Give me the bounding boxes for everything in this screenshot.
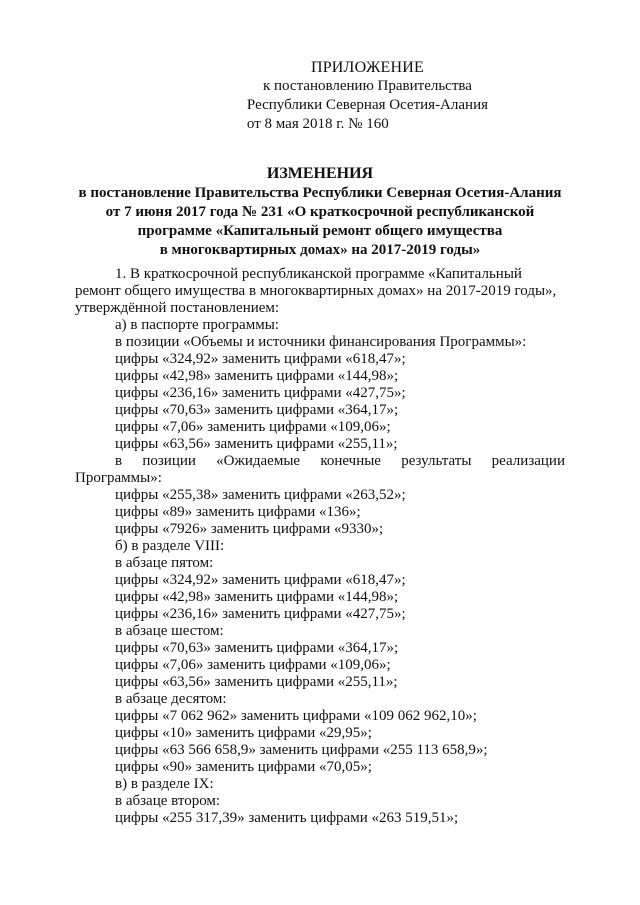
body-line: 1. В краткосрочной республиканской программе «Капитальный [115, 266, 522, 282]
list-item: цифры «70,63» заменить цифрами «364,17»; [115, 640, 399, 656]
word: конечные [320, 453, 381, 469]
title-line: в многоквартирных домах» на 2017-2019 годы» [159, 242, 481, 258]
list-item: цифры «324,92» заменить цифрами «618,47»; [115, 572, 406, 588]
title-line: программе «Капитальный ремонт общего имущества [137, 223, 503, 239]
section-c: в) в разделе IX: [115, 776, 214, 792]
list-item: цифры «255 317,39» заменить цифрами «263 519,51»; [115, 810, 459, 826]
document-body [75, 266, 565, 827]
justified-line [75, 453, 565, 470]
word: результаты [401, 453, 472, 469]
list-item: цифры «42,98» заменить цифрами «144,98»; [115, 589, 399, 605]
title-line: в постановление Правительства Республики Северная Осетия-Алания [78, 185, 562, 201]
list-item: цифры «7,06» заменить цифрами «109,06»; [115, 657, 391, 673]
list-item: цифры «7926» заменить цифрами «9330»; [115, 521, 384, 537]
section-a: а) в паспорте программы: [115, 317, 279, 333]
appendix-label: ПРИЛОЖЕНИЕ [310, 59, 424, 76]
body-line: в абзаце шестом: [115, 623, 224, 639]
word: «Ожидаемые [216, 453, 301, 469]
appendix-header [247, 58, 488, 134]
list-item: цифры «324,92» заменить цифрами «618,47»; [115, 351, 406, 367]
list-item: цифры «236,16» заменить цифрами «427,75»; [115, 606, 406, 622]
body-line: в абзаце втором: [115, 793, 221, 809]
list-item: цифры «89» заменить цифрами «136»; [115, 504, 361, 520]
body-line: в позиции «Объемы и источники финансирования Программы»: [115, 334, 527, 350]
list-item: цифры «63,56» заменить цифрами «255,11»; [115, 674, 398, 690]
list-item: цифры «7,06» заменить цифрами «109,06»; [115, 419, 391, 435]
body-line: ремонт общего имущества в многоквартирных домах» на 2017-2019 годы», [75, 283, 557, 299]
list-item: цифры «7 062 962» заменить цифрами «109 062 962,10»; [115, 708, 477, 724]
appendix-date: от 8 мая 2018 г. № 160 [246, 116, 389, 132]
body-line: Программы»: [75, 470, 162, 486]
body-line: в абзаце пятом: [115, 555, 214, 571]
title-line: от 7 июня 2017 года № 231 «О краткосрочной республиканской [105, 204, 535, 220]
word: в [115, 453, 123, 469]
body-line: в абзаце десятом: [115, 691, 227, 707]
list-item: цифры «63,56» заменить цифрами «255,11»; [115, 436, 398, 452]
appendix-line-2: к постановлению Правительства [262, 78, 472, 94]
document-title [60, 164, 580, 260]
section-b: б) в разделе VIII: [115, 538, 225, 554]
list-item: цифры «236,16» заменить цифрами «427,75»; [115, 385, 406, 401]
list-item: цифры «255,38» заменить цифрами «263,52»; [115, 487, 406, 503]
list-item: цифры «42,98» заменить цифрами «144,98»; [115, 368, 399, 384]
list-item: цифры «10» заменить цифрами «29,95»; [115, 725, 372, 741]
list-item: цифры «70,63» заменить цифрами «364,17»; [115, 402, 399, 418]
title-line: ИЗМЕНЕНИЯ [266, 165, 374, 182]
word: позиции [142, 453, 196, 469]
appendix-line-3: Республики Северная Осетия-Алания [246, 97, 488, 113]
body-line: утверждённой постановлением: [75, 300, 280, 316]
word: реализации [491, 453, 565, 469]
list-item: цифры «63 566 658,9» заменить цифрами «255 113 658,9»; [115, 742, 488, 758]
list-item: цифры «90» заменить цифрами «70,05»; [115, 759, 372, 775]
